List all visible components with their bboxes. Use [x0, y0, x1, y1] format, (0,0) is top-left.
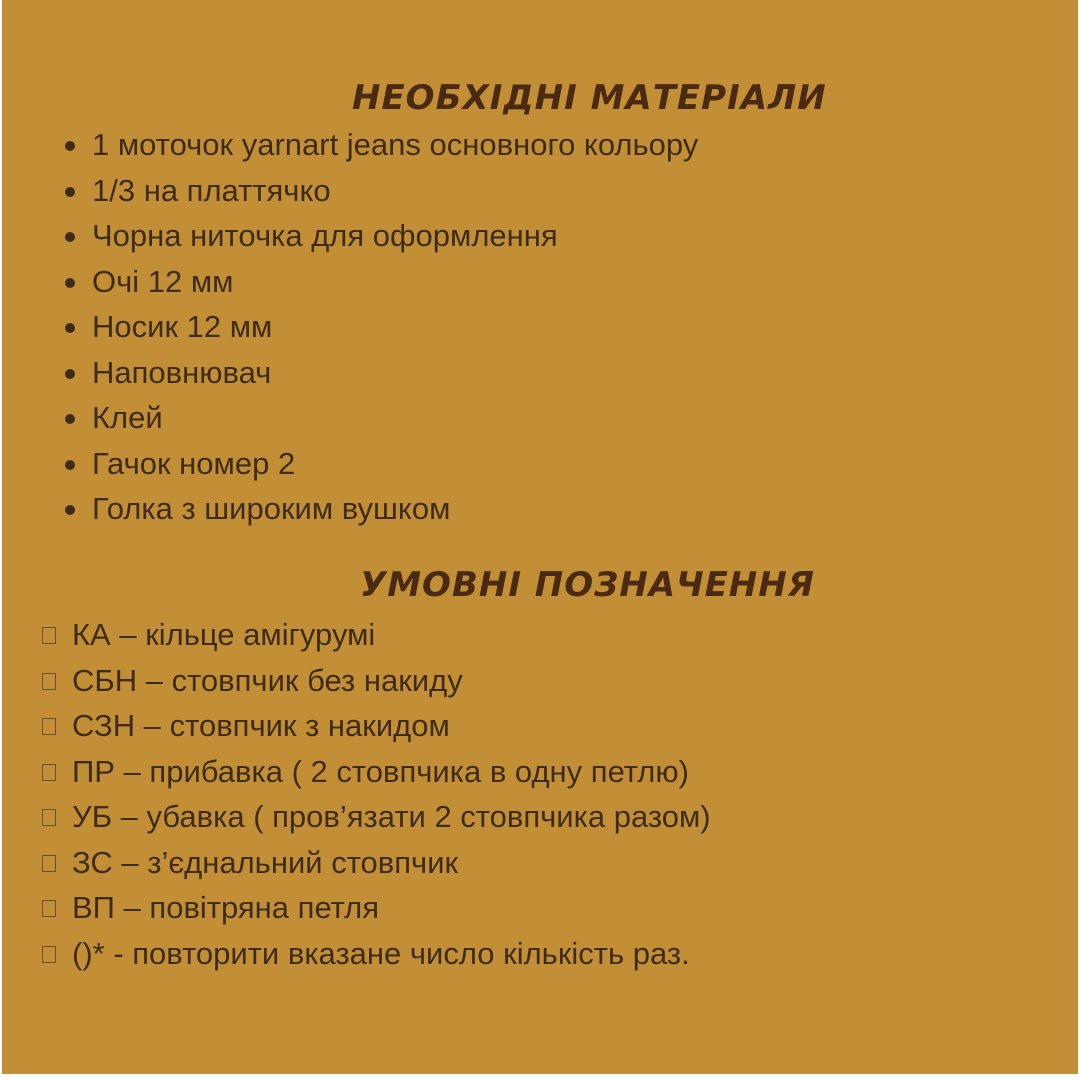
list-item: [2, 213, 698, 259]
square-bullet-icon: [42, 764, 56, 781]
list-item: [2, 794, 711, 840]
material-text: Носик 12 мм: [92, 309, 273, 344]
bullet-icon: [65, 369, 75, 379]
legend-text: УБ – убавка ( пров’язати 2 стовпчика разом): [72, 799, 711, 834]
square-bullet-icon: [42, 946, 56, 963]
list-item: [2, 749, 711, 795]
bullet-icon: [65, 278, 75, 288]
list-item: [2, 486, 698, 532]
legend-text: КА – кільце амігурумі: [72, 617, 376, 652]
legend-list: [2, 612, 711, 976]
square-bullet-icon: [42, 718, 56, 735]
material-text: 1/3 на платтячко: [92, 172, 331, 208]
material-text: Голка з широким вушком: [92, 491, 451, 526]
bullet-icon: [65, 505, 75, 515]
square-bullet-icon: [42, 900, 56, 917]
materials-list: [2, 122, 698, 532]
material-text: 1 моточок yarnart jeans основного кольору: [92, 127, 699, 162]
material-text: Гачок номер 2: [92, 445, 296, 481]
bullet-icon: [65, 187, 75, 197]
bullet-icon: [65, 414, 75, 424]
list-item: [2, 122, 698, 168]
list-item: [2, 885, 711, 931]
square-bullet-icon: [42, 673, 56, 690]
list-item: [2, 612, 711, 658]
legend-text: СБН – стовпчик без накиду: [72, 662, 463, 698]
list-item: [2, 168, 698, 214]
list-item: [2, 304, 698, 350]
list-item: [2, 703, 711, 749]
list-item: [2, 931, 711, 977]
list-item: [2, 350, 698, 396]
legend-text: ()* - повторити вказане число кількість раз.: [72, 935, 690, 971]
legend-text: ВП – повітряна петля: [72, 890, 380, 925]
legend-heading: УМОВНІ ПОЗНАЧЕННЯ: [360, 565, 815, 605]
legend-text: ПР – прибавка ( 2 стовпчика в одну петлю): [72, 753, 689, 789]
material-text: Чорна ниточка для оформлення: [92, 218, 558, 253]
list-item: [2, 259, 698, 305]
list-item: [2, 395, 698, 441]
legend-text: ЗС – з’єднальний стовпчик: [72, 844, 459, 880]
square-bullet-icon: [42, 627, 56, 644]
list-item: [2, 658, 711, 704]
square-bullet-icon: [42, 855, 56, 872]
materials-heading: НЕОБХІДНІ МАТЕРІАЛИ: [352, 78, 827, 118]
bullet-icon: [65, 323, 75, 333]
material-text: Клей: [92, 400, 163, 435]
material-text: Наповнювач: [92, 354, 272, 390]
content-card: [2, 0, 1078, 1074]
legend-text: СЗН – стовпчик з накидом: [72, 708, 450, 743]
square-bullet-icon: [42, 809, 56, 826]
material-text: Очі 12 мм: [92, 263, 234, 299]
bullet-icon: [65, 141, 75, 151]
bullet-icon: [65, 232, 75, 242]
bullet-icon: [65, 460, 75, 470]
list-item: [2, 441, 698, 487]
list-item: [2, 840, 711, 886]
